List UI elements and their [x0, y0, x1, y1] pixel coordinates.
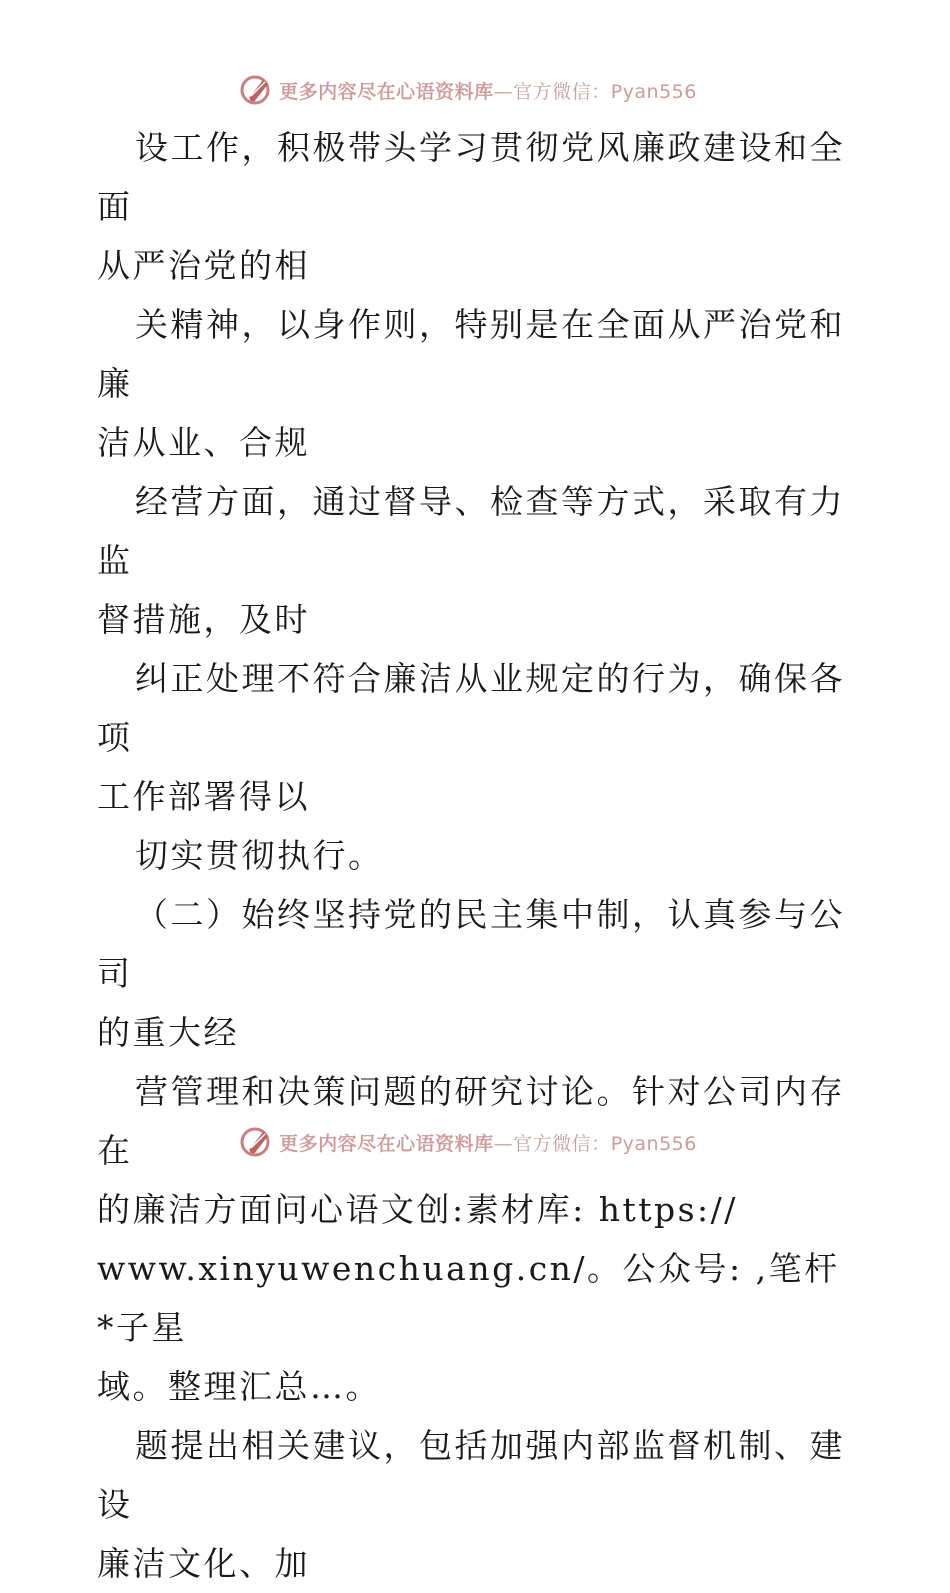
pen-nib-logo-icon — [239, 1124, 275, 1160]
banner-dash: — — [493, 1132, 514, 1155]
text-line: （二）始终坚持党的民主集中制，认真参与公司 — [97, 895, 845, 993]
document-body — [97, 118, 857, 1593]
banner-dash: — — [493, 80, 514, 103]
text-line: 题提出相关建议，包括加强内部监督机制、建设 — [97, 1426, 845, 1524]
banner-wechat-label: 官方微信： — [513, 1132, 611, 1155]
header-watermark-banner — [0, 70, 950, 110]
text-line: www.xinyuwenchuang.cn/。公众号: ,笔杆*子星 — [97, 1249, 840, 1347]
text-line: 从严治党的相 — [97, 246, 310, 285]
banner-title: 更多内容尽在心语资料库 — [279, 80, 494, 103]
text-line: 切实贯彻执行。 — [135, 836, 384, 875]
paragraph — [97, 118, 857, 295]
banner-title: 更多内容尽在心语资料库 — [279, 1132, 494, 1155]
paragraph — [97, 885, 857, 1062]
text-line: 廉洁文化、加 — [97, 1544, 310, 1583]
paragraph — [97, 826, 857, 885]
text-line: 洁从业、合规 — [97, 423, 310, 462]
text-line: 的重大经 — [97, 1013, 239, 1052]
paragraph — [97, 295, 857, 472]
footer-watermark-banner — [0, 1122, 950, 1162]
text-line: 设工作，积极带头学习贯彻党风廉政建设和全面 — [97, 128, 845, 226]
paragraph — [97, 1062, 857, 1416]
text-line: 工作部署得以 — [97, 777, 310, 816]
banner-text — [279, 1129, 697, 1156]
text-line: 督措施，及时 — [97, 600, 310, 639]
paragraph — [97, 649, 857, 826]
text-line: 的廉洁方面问心语文创:素材库: https:// — [97, 1190, 738, 1229]
banner-text — [279, 77, 697, 104]
banner-inner — [239, 72, 697, 108]
text-line: 域。整理汇总…。 — [97, 1367, 381, 1406]
banner-wechat-id: Pyan556 — [610, 1132, 697, 1155]
banner-wechat-label: 官方微信： — [513, 80, 611, 103]
paragraph — [97, 472, 857, 649]
pen-nib-logo-icon — [239, 72, 275, 108]
banner-inner — [239, 1124, 697, 1160]
text-line: 经营方面，通过督导、检查等方式，采取有力监 — [97, 482, 845, 580]
text-line: 纠正处理不符合廉洁从业规定的行为，确保各项 — [97, 659, 845, 757]
text-line: 营管理和决策问题的研究讨论。针对公司内存在 — [97, 1072, 845, 1170]
paragraph — [97, 1416, 857, 1593]
banner-wechat-id: Pyan556 — [610, 80, 697, 103]
text-line: 关精神，以身作则，特别是在全面从严治党和廉 — [97, 305, 845, 403]
